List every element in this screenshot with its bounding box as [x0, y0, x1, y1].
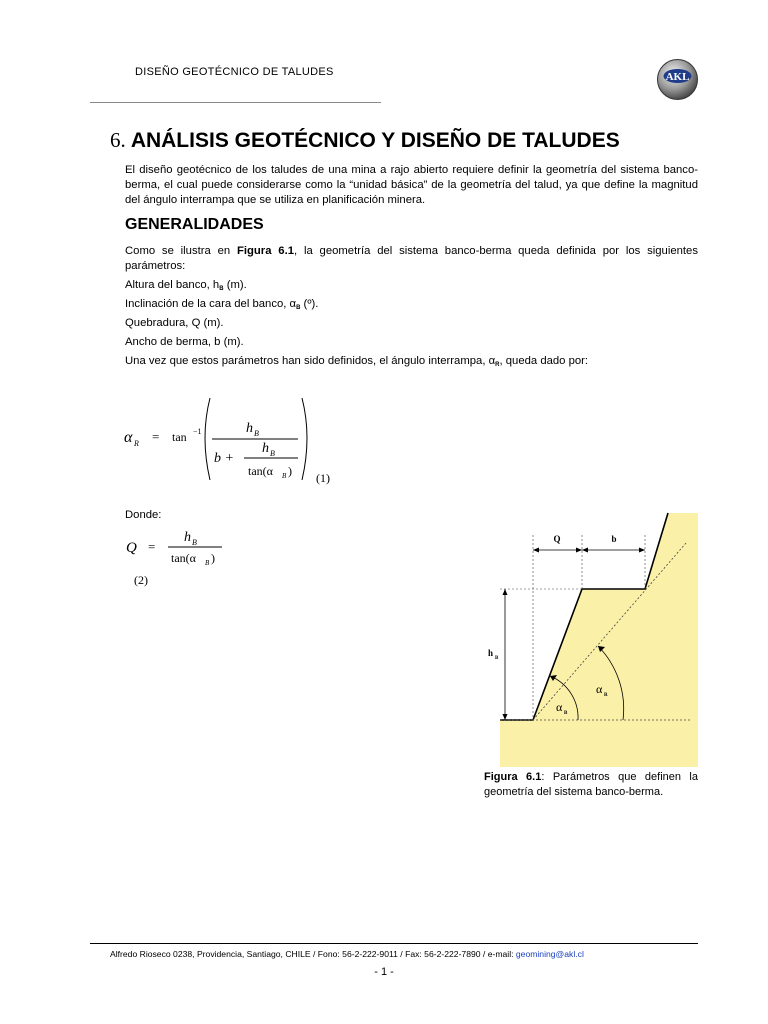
logo-text: AKL	[665, 71, 690, 83]
where-label: Donde:	[125, 509, 162, 521]
equation-1	[120, 392, 340, 492]
intro-paragraph: El diseño geotécnico de los taludes de una mina a rajo abierto requiere definir la geometría del sistema banco-berma, el cual puede considerarse como la “unidad básica” de la geometría del talud, ya que define la magnitud del ángulo interrampa que se utiliza en planificación minera.	[125, 164, 698, 206]
footer-rule	[90, 943, 698, 944]
svg-text:(1): (1)	[316, 471, 330, 485]
interramp-sentence: Una vez que estos parámetros han sido definidos, el ángulo interrampa, αR, queda dado por:	[125, 355, 589, 368]
svg-text:=: =	[148, 539, 156, 554]
b-label: b	[611, 534, 617, 544]
svg-text:(2): (2)	[134, 573, 148, 587]
param-quebradura: Quebradura, Q (m).	[125, 317, 224, 329]
alpha-r-label: α	[596, 682, 603, 696]
figure-caption: Figura 6.1: Parámetros que definen la geometría del sistema banco-berma.	[484, 771, 698, 798]
svg-text:B: B	[564, 711, 568, 716]
figure-reference: Figura 6.1	[236, 245, 294, 257]
page-number: - 1 -	[374, 966, 394, 978]
svg-text:): )	[211, 551, 215, 565]
svg-text:B: B	[495, 656, 499, 661]
svg-text:B: B	[254, 429, 259, 438]
params-intro: Como se ilustra en Figura 6.1, la geometría del sistema banco-berma queda definida por los siguientes parámetros:	[125, 245, 698, 272]
svg-text:R: R	[134, 439, 139, 448]
running-title: DISEÑO GEOTÉCNICO DE TALUDES	[135, 66, 334, 78]
svg-text:B: B	[192, 538, 197, 547]
hb-label: h	[488, 648, 494, 658]
param-berm-width: Ancho de berma, b (m).	[125, 336, 244, 348]
param-bench-height: Altura del banco, hB (m).	[125, 279, 247, 292]
svg-text:−1: −1	[193, 427, 202, 436]
chapter-heading	[110, 128, 620, 153]
svg-text:tan: tan	[172, 430, 187, 444]
svg-text:B: B	[205, 559, 210, 567]
bench-berm-figure	[480, 505, 700, 767]
svg-text:α: α	[124, 429, 133, 446]
chapter-title: ANÁLISIS GEOTÉCNICO Y DISEÑO DE TALUDES	[130, 129, 620, 152]
svg-text:Q: Q	[126, 540, 137, 556]
param-face-angle: Inclinación de la cara del banco, αB (º).	[125, 298, 319, 311]
header-rule	[90, 102, 381, 103]
svg-text:B: B	[270, 449, 275, 458]
rock-mass	[500, 513, 698, 767]
svg-text:): )	[288, 464, 292, 478]
equation-2	[122, 524, 242, 594]
svg-text:B: B	[282, 472, 287, 480]
chapter-number: 6.	[110, 128, 126, 152]
footer-email-link[interactable]: geomining@akl.cl	[515, 949, 584, 959]
svg-text:=: =	[152, 429, 160, 444]
svg-text:tan(α: tan(α	[248, 464, 273, 478]
svg-text:R: R	[604, 693, 608, 698]
alpha-b-label: α	[556, 700, 563, 714]
q-label: Q	[553, 534, 561, 544]
footer-address: Alfredo Rioseco 0238, Providencia, Santiago, CHILE / Fono: 56-2-222-9011 / Fax: 56-2-222-7890 / e-mail: geomining@akl.cl	[110, 949, 584, 959]
svg-text:tan(α: tan(α	[171, 551, 196, 565]
svg-text:h: h	[246, 421, 253, 436]
section-heading: GENERALIDADES	[125, 216, 264, 233]
svg-text:h: h	[262, 441, 269, 456]
svg-text:b +: b +	[214, 451, 234, 466]
svg-text:h: h	[184, 530, 191, 545]
akl-logo	[655, 57, 700, 102]
